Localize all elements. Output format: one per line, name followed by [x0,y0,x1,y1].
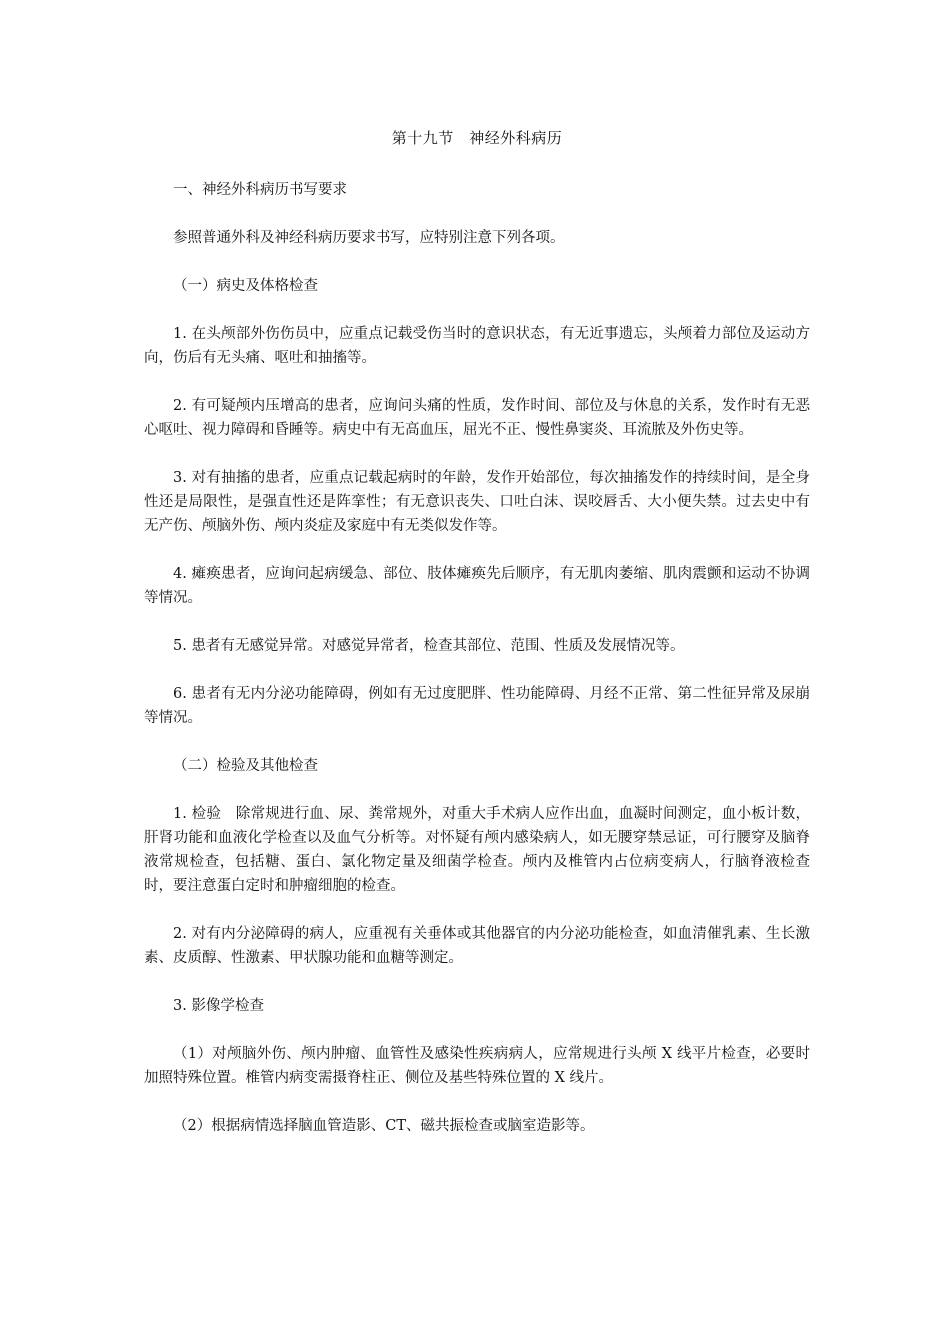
item-3-seizures: 3. 对有抽搐的患者，应重点记载起病时的年龄，发作开始部位，每次抽搐发作的持续时间，是全身性还是局限性，是强直性还是阵挛性；有无意识丧失、口吐白沫、误咬唇舌、大小便失禁。过去史中有无产伤、颅脑外伤、颅内炎症及家庭中有无类似发作等。 [144,470,810,534]
section-title: 第十九节 神经外科病历 [391,129,563,147]
item-1-head-trauma: 1. 在头颅部外伤伤员中，应重点记载受伤当时的意识状态，有无近事遗忘，头颅着力部位及运动方向，伤后有无头痛、呕吐和抽搐等。 [144,326,810,366]
heading-writing-requirements: 一、神经外科病历书写要求 [173,182,347,198]
document-page [144,118,810,1162]
imaging-item-1-xray: （1）对颅脑外伤、颅内肿瘤、血管性及感染性疾病病人，应常规进行头颅 X 线平片检查，必要时加照特殊位置。椎管内病变需摄脊柱正、侧位及基些特殊位置的 X 线片。 [144,1046,810,1086]
item-4-paralysis: 4. 瘫痪患者，应询问起病缓急、部位、肢体瘫痪先后顺序，有无肌肉萎缩、肌肉震颤和运动不协调等情况。 [144,566,810,606]
intro-paragraph: 参照普通外科及神经科病历要求书写，应特别注意下列各项。 [173,230,565,246]
lab-item-1-tests: 1. 检验 除常规进行血、尿、粪常规外，对重大手术病人应作出血，血凝时间测定，血小板计数，肝肾功能和血液化学检查以及血气分析等。对怀疑有颅内感染病人，如无腰穿禁忌证，可行腰穿及脑脊液常规检查，包括糖、蛋白、氯化物定量及细菌学检查。颅内及椎管内占位病变病人，行脑脊液检查时，要注意蛋白定时和肿瘤细胞的检查。 [144,806,810,894]
subheading-lab-tests: （二）检验及其他检查 [173,758,318,774]
item-2-intracranial-pressure: 2. 有可疑颅内压增高的患者，应询问头痛的性质，发作时间、部位及与休息的关系，发作时有无恶心呕吐、视力障碍和昏睡等。病史中有无高血压，屈光不正、慢性鼻窦炎、耳流脓及外伤史等。 [144,398,810,438]
item-6-endocrine: 6. 患者有无内分泌功能障碍，例如有无过度肥胖、性功能障碍、月经不正常、第二性征异常及尿崩等情况。 [144,686,810,726]
lab-item-3-imaging: 3. 影像学检查 [173,998,264,1014]
imaging-item-2-ct-mri: （2）根据病情选择脑血管造影、CT、磁共振检查或脑室造影等。 [173,1118,595,1134]
lab-item-2-endocrine-tests: 2. 对有内分泌障碍的病人，应重视有关垂体或其他器官的内分泌功能检查，如血清催乳素、生长激素、皮质醇、性激素、甲状腺功能和血糖等测定。 [144,926,810,966]
subheading-history-exam: （一）病史及体格检查 [173,278,318,294]
item-5-sensory: 5. 患者有无感觉异常。对感觉异常者，检查其部位、范围、性质及发展情况等。 [173,638,685,654]
